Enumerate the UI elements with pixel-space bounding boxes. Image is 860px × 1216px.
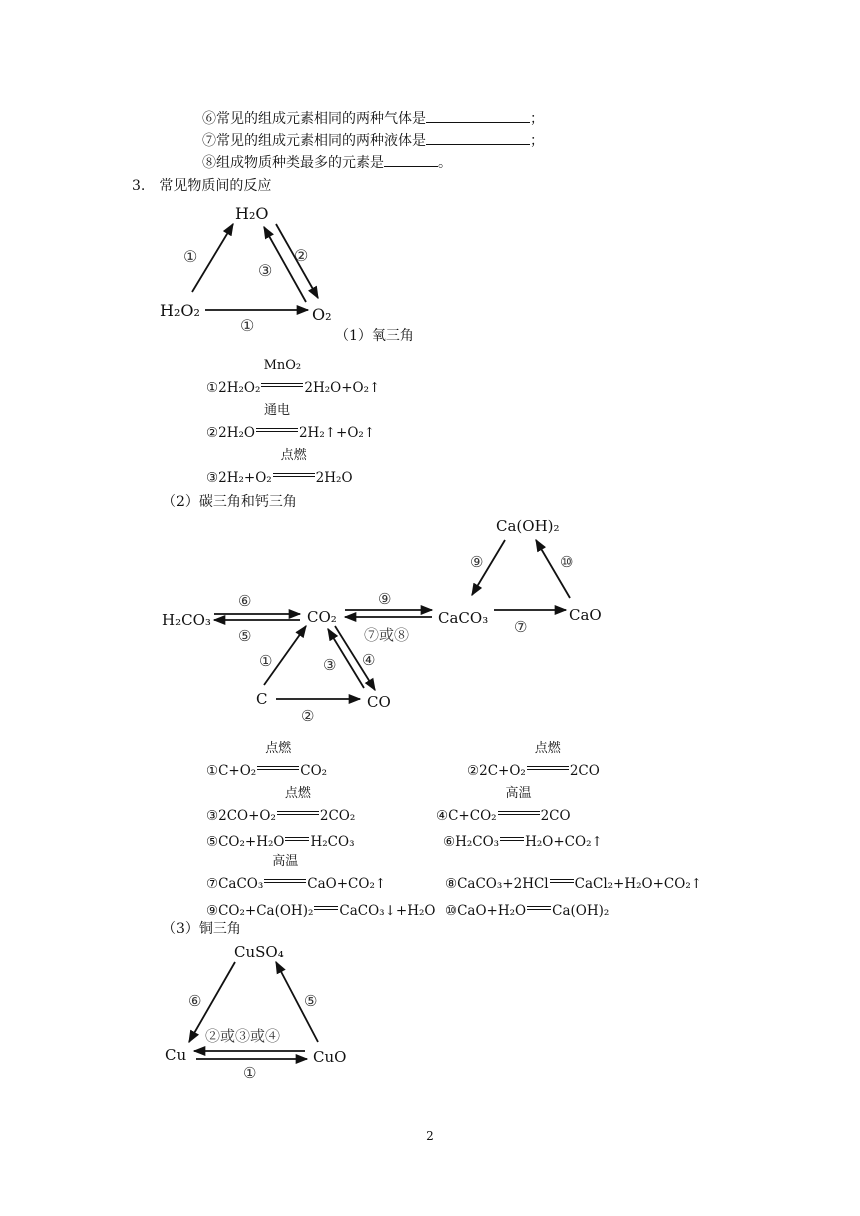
label-1: ① (243, 1064, 257, 1082)
node-h2co3: H₂CO₃ (162, 611, 211, 629)
label-7: ⑦ (514, 618, 528, 636)
equation-c9: ⑨CO₂+Ca(OH)₂ CaCO₃↓+H₂O (206, 903, 436, 919)
reaction-condition: 点燃 (280, 448, 307, 463)
arrow-cao-to-caoh2 (536, 540, 570, 598)
arrow-c-to-co2 (264, 626, 306, 685)
label-6: ⑥ (188, 992, 202, 1010)
arrow-h2o2-to-h2o (192, 224, 233, 292)
copper-caption: （3）铜三角 (162, 921, 241, 937)
reaction-condition: 通电 (263, 403, 290, 418)
equation-c4: ④C+CO₂ 高温 2CO (436, 786, 571, 824)
reaction-condition: 高温 (272, 854, 299, 869)
answer-blank (426, 110, 530, 123)
node-cao: CaO (569, 606, 602, 624)
node-cuo: CuO (313, 1048, 347, 1066)
label-2: ② (294, 246, 309, 265)
label-2: ② (301, 707, 315, 725)
equation-o1: ①2H₂O₂ MnO₂ 2H₂O+O₂↑ (206, 358, 381, 396)
label-9b: ⑨ (470, 553, 484, 571)
node-h2o: H₂O (235, 204, 269, 223)
equation-c5: ⑤CO₂+H₂O H₂CO₃ (206, 834, 355, 850)
arrow-cuo-to-cuso4 (276, 962, 318, 1042)
node-co2: CO₂ (307, 608, 337, 626)
arrow-co-to-co2 (328, 629, 364, 688)
reaction-condition: 点燃 (265, 741, 292, 756)
equation-o2: ②2H₂O 通电 2H₂↑+O₂↑ (206, 403, 376, 441)
label-6: ⑥ (238, 592, 252, 610)
question-item-6: ⑥常见的组成元素相同的两种气体是 ； (202, 111, 544, 127)
label-3: ③ (323, 656, 337, 674)
section-title: 3. 常见物质间的反应 (132, 178, 272, 194)
reaction-condition: MnO₂ (263, 358, 302, 373)
node-h2o2: H₂O₂ (160, 301, 200, 320)
label-1b: ① (240, 316, 255, 335)
equation-c7: ⑦CaCO₃ 高温 CaO+CO₂↑ (206, 854, 387, 892)
node-c: C (256, 690, 268, 708)
equation-o3: ③2H₂+O₂ 点燃 2H₂O (206, 448, 353, 486)
equation-c1: ①C+O₂ 点燃 CO₂ (206, 741, 328, 779)
label-1: ① (183, 247, 198, 266)
node-co: CO (367, 693, 391, 711)
node-caoh2: Ca(OH)₂ (496, 517, 560, 535)
node-cuso4: CuSO₄ (234, 943, 284, 961)
equation-c2: ②2C+O₂ 点燃 2CO (467, 741, 600, 779)
equation-c3: ③2CO+O₂ 点燃 2CO₂ (206, 786, 356, 824)
node-o2: O₂ (312, 305, 332, 324)
arrow-h2o-to-o2 (276, 224, 318, 298)
node-cu: Cu (165, 1046, 187, 1064)
arrow-co2-to-co (335, 626, 375, 690)
reaction-condition: 点燃 (534, 741, 561, 756)
equation-c6: ⑥H₂CO₃ H₂O+CO₂↑ (443, 834, 603, 850)
equation-c8: ⑧CaCO₃+2HCl CaCl₂+H₂O+CO₂↑ (445, 876, 703, 892)
page-number: 2 (426, 1129, 434, 1143)
arrow-o2-to-h2o (264, 227, 309, 302)
label-1: ① (259, 652, 273, 670)
question-item-8: ⑧组成物质种类最多的元素是 。 (202, 155, 452, 171)
reaction-condition: 点燃 (284, 786, 311, 801)
answer-blank (426, 132, 530, 145)
label-5: ⑤ (238, 627, 252, 645)
carbon-caption: （2）碳三角和钙三角 (162, 494, 297, 510)
question-item-7: ⑦常见的组成元素相同的两种液体是 ； (202, 133, 544, 149)
label-2-or-3-or-4: ②或③或④ (205, 1027, 281, 1045)
equation-c10: ⑩CaO+H₂O Ca(OH)₂ (445, 903, 610, 919)
label-3: ③ (258, 261, 273, 280)
label-10: ⑩ (560, 553, 574, 571)
reaction-condition: 高温 (505, 786, 532, 801)
oxygen-nodes (160, 204, 332, 324)
label-4: ④ (362, 651, 376, 669)
oxygen-caption: （1）氧三角 (335, 328, 414, 344)
arrow-cuso4-to-cu (189, 962, 235, 1042)
label-7-or-8: ⑦或⑧ (364, 626, 410, 644)
answer-blank (384, 154, 438, 167)
label-5: ⑤ (304, 992, 318, 1010)
arrow-caoh2-to-caco3 (472, 540, 505, 595)
node-caco3: CaCO₃ (438, 609, 489, 627)
label-9: ⑨ (378, 590, 392, 608)
